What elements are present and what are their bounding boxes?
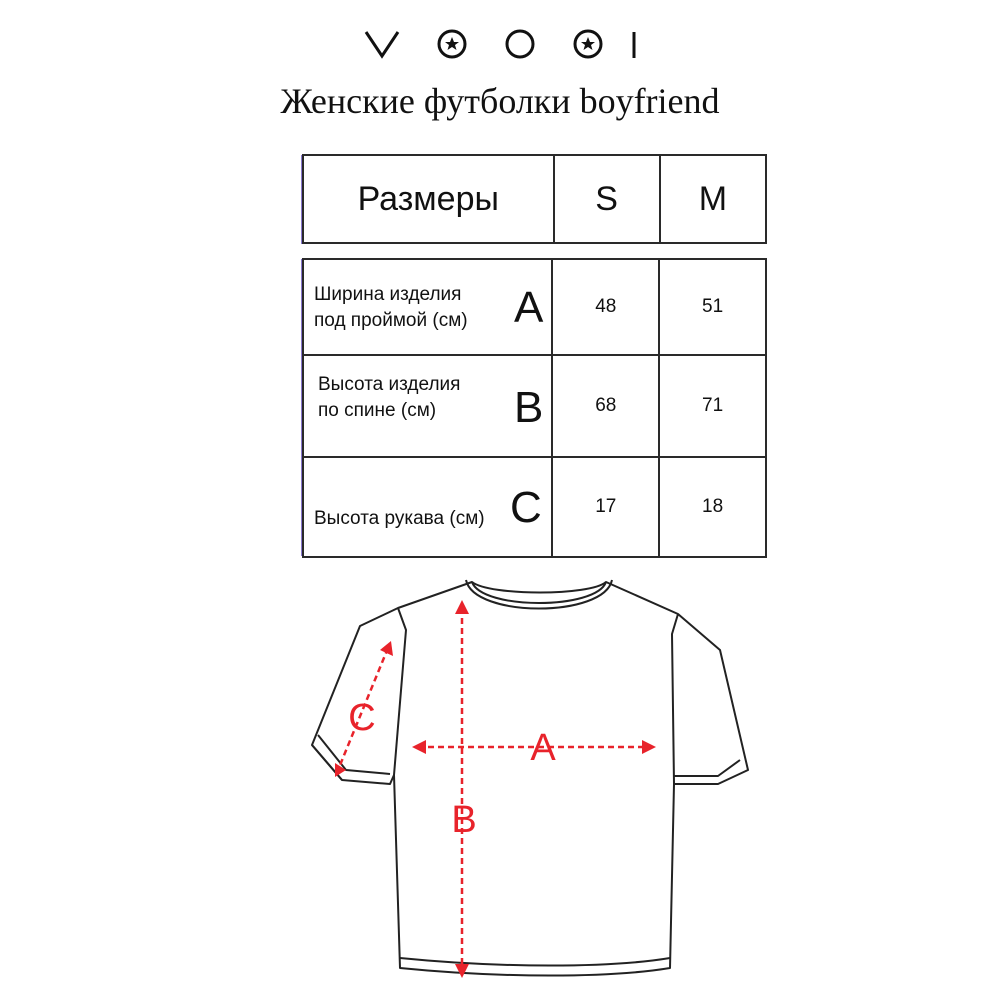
row-label-line: Высота изделия (318, 374, 461, 395)
table-row (303, 259, 766, 355)
value-m: 18 (659, 457, 766, 557)
row-label-line: под проймой (см) (314, 310, 468, 331)
row-label-line: Ширина изделия (314, 284, 462, 305)
row-letter: A (514, 283, 544, 332)
table-row (303, 457, 766, 557)
table-row (303, 355, 766, 457)
page-title: Женские футболки boyfriend (280, 81, 720, 121)
size-header-table (302, 154, 767, 244)
size-m-header: M (660, 155, 766, 243)
value-s: 17 (552, 457, 659, 557)
measure-lines (338, 608, 650, 970)
row-label-text (318, 372, 460, 424)
brand-logo (0, 14, 1000, 67)
row-label-text (314, 282, 468, 334)
row-label-cell (303, 355, 552, 457)
sizes-header-label: Размеры (303, 155, 554, 243)
value-s: 68 (552, 355, 659, 457)
row-label-line: по спине (см) (318, 400, 437, 421)
size-s-header: S (554, 155, 660, 243)
value-m: 71 (659, 355, 766, 457)
row-letter: B (514, 383, 544, 432)
row-label-line: Высота рукава (см) (314, 508, 485, 529)
size-chart-table (302, 258, 767, 558)
label-a: A (530, 727, 556, 769)
tshirt-diagram (300, 570, 760, 995)
label-c: C (348, 697, 376, 739)
yappi-logo-icon (360, 14, 640, 62)
label-b: B (451, 799, 477, 841)
row-label-text (314, 506, 485, 532)
row-letter: C (510, 483, 542, 532)
value-s: 48 (552, 259, 659, 355)
value-m: 51 (659, 259, 766, 355)
row-label-cell (303, 457, 552, 557)
row-label-cell (303, 259, 552, 355)
arrow-heads-icon (335, 600, 656, 978)
